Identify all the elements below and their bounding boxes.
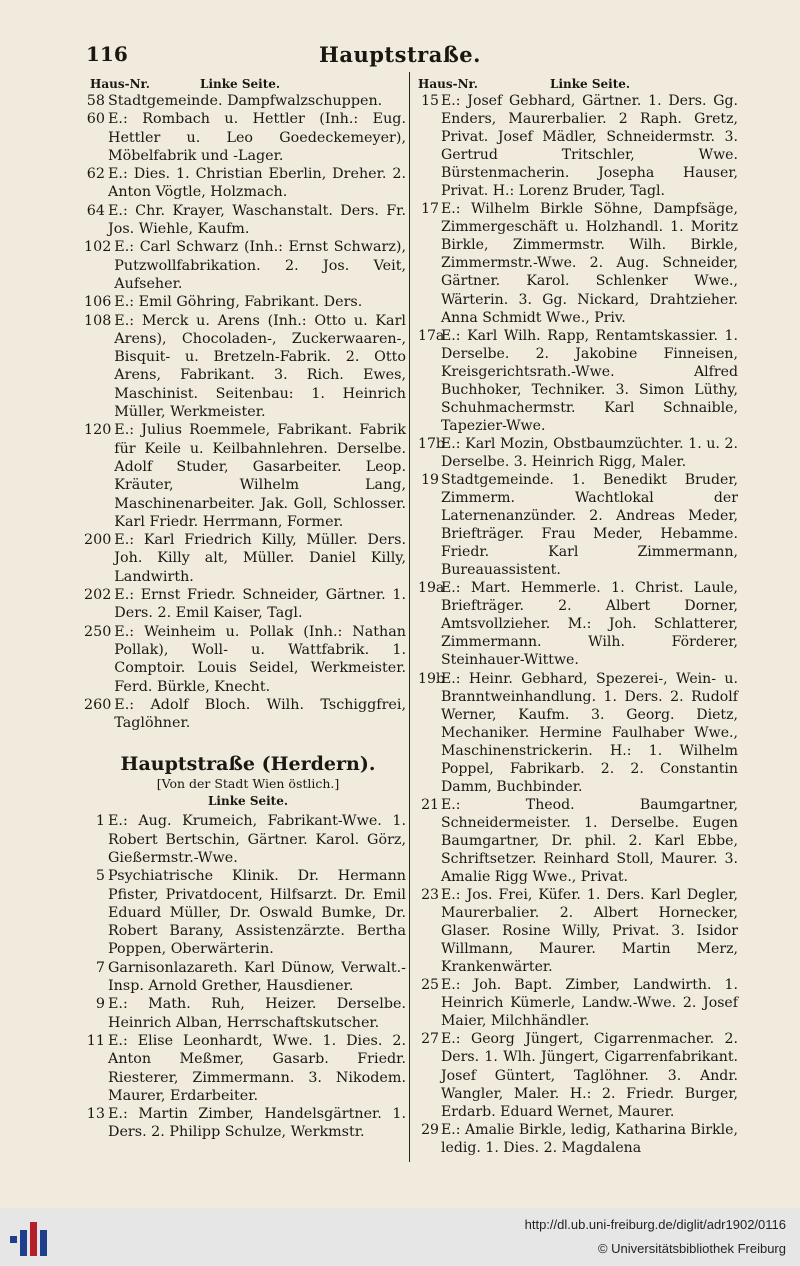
address-entry: [84, 293, 406, 311]
entry-list: [84, 92, 406, 732]
house-number: 19b: [418, 670, 445, 687]
entry-text: E.: Wilhelm Birkle Söhne, Dampfsäge, Zimmergeschäft u. Holzhandl. 1. Moritz Birkle, Zimmermstr. Wilh. Birkle, Zimmermstr.-Wwe. 2. Aug. Schneider, Gärtner. Karol. Schlenker Wwe., Wärterin. 3. Gg. Nickard, Drahtzieher. Anna Schmidt Wwe., Priv.: [441, 201, 738, 326]
address-entry: [84, 238, 406, 293]
house-number: 17b: [418, 435, 445, 452]
house-number: 7: [95, 959, 105, 976]
entry-text: E.: Joh. Bapt. Zimber, Landwirth. 1. Heinrich Kümerle, Landw.-Wwe. 2. Josef Maier, Milchhändler.: [441, 977, 738, 1030]
page-title: Hauptstraße.: [319, 42, 481, 67]
address-entry: [418, 200, 738, 326]
house-number: 29: [421, 1121, 439, 1138]
entry-text: E.: Jos. Frei, Küfer. 1. Ders. Karl Degler, Maurerbalier. 2. Albert Hornecker, Glaser. Rosine Willy, Privat. 3. Isidor Willmann, Maurer. Martin Merz, Krankenwärter.: [441, 887, 738, 976]
address-entry: [86, 202, 406, 239]
page-header: [0, 42, 800, 72]
house-number: 60: [86, 111, 105, 128]
entry-text: E.: Chr. Krayer, Waschanstalt. Ders. Fr. Jos. Wiehle, Kaufm.: [108, 202, 406, 238]
house-number: 19: [421, 471, 439, 488]
entry-text: E.: Carl Schwarz (Inh.: Ernst Schwarz), Putzwollfabrikation. 2. Jos. Veit, Aufseher.: [114, 239, 406, 292]
side-label: Linke Seite.: [200, 77, 281, 91]
university-logo-icon: [10, 1222, 50, 1256]
address-entry: [84, 312, 406, 422]
entry-list: [418, 92, 738, 1157]
house-number: 102: [84, 239, 112, 256]
address-entry: [84, 623, 406, 696]
entry-text: E.: Emil Göhring, Fabrikant. Ders.: [114, 294, 363, 311]
address-entry: [418, 1121, 738, 1157]
address-entry: [418, 327, 738, 435]
house-number: 64: [86, 202, 105, 219]
right-column: [418, 72, 738, 1157]
address-entry: [84, 421, 406, 531]
house-number: 120: [84, 422, 112, 439]
house-number: 58: [86, 93, 105, 109]
entry-text: Stadtgemeinde. Dampfwalzschuppen.: [108, 93, 383, 109]
house-number: 21: [421, 796, 439, 813]
entry-text: E.: Merck u. Arens (Inh.: Otto u. Karl Arens), Chocoladen-, Zuckerwaaren-, Bisquit- u. Bretzeln-Fabrik. 2. Otto Arens, Fabrikant. 3. Rich. Ewes, Maschinist. Seitenbau: 1. Heinrich Müller, Werkmeister.: [114, 312, 406, 421]
address-entry: [84, 696, 406, 733]
entry-text: Psychiatrische Klinik. Dr. Hermann Pfister, Privatdocent, Hilfsarzt. Dr. Emil Eduard Müller, Dr. Oswald Bumke, Dr. Robert Barany, Assistenzärzte. Bertha Poppen, Oberwärterin.: [108, 868, 406, 958]
house-number: 17: [421, 201, 439, 218]
viewer-footer: [0, 1208, 800, 1266]
section-heading: [90, 752, 406, 810]
address-entry: [86, 92, 406, 110]
address-entry: [86, 1105, 406, 1142]
house-number: 202: [84, 587, 112, 604]
address-entry: [84, 531, 406, 586]
entry-text: E.: Elise Leonhardt, Wwe. 1. Dies. 2. Anton Meßmer, Gasarb. Friedr. Riesterer, Zimmermann. 3. Nikodem. Maurer, Erdarbeiter.: [108, 1032, 406, 1104]
house-number: 27: [421, 1031, 439, 1048]
entry-text: E.: Josef Gebhard, Gärtner. 1. Ders. Gg. Enders, Maurerbalier. 2 Raph. Gretz, Privat. Josef Mädler, Schneidermstr. 3. Gertrud Tritschler, Wwe. Bürstenmacherin. Josepha Hauser, Privat. H.: Lorenz Bruder, Tagl.: [441, 93, 738, 200]
side-label: Linke Seite.: [550, 77, 631, 91]
house-number: 17a: [418, 327, 445, 344]
house-number: 106: [84, 294, 112, 311]
address-entry: [418, 579, 738, 669]
entry-text: E.: Karl Friedrich Killy, Müller. Ders. Joh. Killy alt, Müller. Daniel Killy, Landwirth.: [114, 532, 406, 585]
entry-text: E.: Weinheim u. Pollak (Inh.: Nathan Pollak), Woll- u. Wattfabrik. 1. Comptoir. Louis Seidel, Werkmeister. Ferd. Bürkle, Knecht.: [114, 623, 406, 695]
address-entry: [90, 995, 406, 1032]
page-number: 116: [86, 42, 128, 66]
house-number-label: Haus-Nr.: [90, 77, 150, 91]
address-entry: [86, 110, 406, 165]
entry-text: E.: Dies. 1. Christian Eberlin, Dreher. 2. Anton Vögtle, Holzmach.: [108, 166, 406, 201]
address-entry: [84, 586, 406, 623]
address-entry: [90, 812, 406, 867]
house-number: 62: [86, 166, 105, 183]
column-divider: [409, 72, 410, 1162]
house-number: 9: [95, 996, 105, 1013]
section-title: Hauptstraße (Herdern).: [120, 753, 376, 776]
copyright-notice: © Universitätsbibliothek Freiburg: [597, 1241, 786, 1256]
house-number: 108: [84, 312, 112, 329]
address-entry: [90, 959, 406, 996]
entry-text: E.: Aug. Krumeich, Fabrikant-Wwe. 1. Robert Bertschin, Gärtner. Karol. Görz, Gießermstr.-Wwe.: [108, 813, 406, 866]
entry-text: E.: Julius Roemmele, Fabrikant. Fabrik für Keile u. Keilbahnlehren. Derselbe. Adolf Studer, Gasarbeiter. Leop. Kräuter, Wilhelm Lang, Maschinenarbeiter. Jak. Goll, Schlosser. Karl Friedr. Herrmann, Former.: [114, 422, 406, 530]
house-number: 11: [86, 1032, 105, 1049]
entry-text: E.: Adolf Bloch. Wilh. Tschiggfrei, Taglöhner.: [114, 696, 406, 732]
entry-text: E.: Theod. Baumgartner, Schneidermeister. 1. Derselbe. Eugen Baumgartner, Dr. phil. 2. Karl Ebbe, Schriftsetzer. Reinhard Stoll, Maurer. 3. Amalie Rigg Wwe., Privat.: [441, 796, 738, 886]
address-entry: [86, 1032, 406, 1105]
entry-text: Stadtgemeinde. 1. Benedikt Bruder, Zimmerm. Wachtlokal der Laternenanzünder. 2. Andreas Meder, Briefträger. Frau Meder, Hebamme. Friedr. Karl Zimmermann, Bureauassistent.: [441, 471, 738, 579]
house-number-label: Haus-Nr.: [418, 77, 478, 91]
address-entry: [418, 92, 738, 200]
address-entry: [418, 1030, 738, 1120]
address-entry: [418, 886, 738, 976]
address-entry: [90, 867, 406, 958]
house-number: 250: [84, 623, 112, 640]
address-entry: [86, 165, 406, 202]
house-number: 260: [84, 696, 112, 713]
entry-text: E.: Martin Zimber, Handelsgärtner. 1. Ders. 2. Philipp Schulze, Werkmstr.: [108, 1106, 406, 1141]
house-number: 13: [86, 1106, 105, 1123]
entry-text: E.: Ernst Friedr. Schneider, Gärtner. 1. Ders. 2. Emil Kaiser, Tagl.: [114, 587, 406, 622]
house-number: 15: [421, 93, 439, 109]
entry-text: E.: Karl Mozin, Obstbaumzüchter. 1. u. 2. Derselbe. 3. Heinrich Rigg, Maler.: [441, 435, 738, 470]
entry-text: E.: Math. Ruh, Heizer. Derselbe. Heinrich Alban, Herrschaftskutscher.: [108, 996, 406, 1031]
entry-text: E.: Karl Wilh. Rapp, Rentamtskassier. 1. Derselbe. 2. Jakobine Finneisen, Kreisgerichtsrath.-Wwe. Alfred Buchhoker, Techniker. 3. Simon Lüthy, Schuhmachermstr. Karl Schnaible, Tapezier-Wwe.: [441, 327, 738, 434]
entry-text: E.: Rombach u. Hettler (Inh.: Eug. Hettler u. Leo Goedeckemeyer), Möbelfabrik und -Lager.: [108, 111, 406, 164]
entry-text: E.: Amalie Birkle, ledig, Katharina Birkle, ledig. 1. Dies. 2. Magdalena: [441, 1121, 738, 1156]
address-entry: [418, 796, 738, 886]
address-entry: [418, 976, 738, 1030]
entry-list: [86, 812, 406, 1141]
section-side-label: Linke Seite.: [207, 794, 289, 809]
column-header: [90, 72, 406, 92]
house-number: 1: [95, 813, 105, 830]
entry-text: E.: Georg Jüngert, Cigarrenmacher. 2. Ders. 1. Wlh. Jüngert, Cigarrenfabrikant. Josef Güntert, Taglöhner. 3. Andr. Wangler, Maler. H.: 2. Friedr. Burger, Erdarb. Eduard Wernet, Maurer.: [441, 1031, 738, 1120]
house-number: 19a: [418, 580, 445, 597]
entry-text: Garnisonlazareth. Karl Dünow, Verwalt.-Insp. Arnold Grether, Hausdiener.: [108, 959, 406, 995]
address-entry: [418, 670, 738, 796]
section-subtitle: [Von der Stadt Wien östlich.]: [156, 776, 340, 792]
entry-text: E.: Heinr. Gebhard, Spezerei-, Wein- u. Branntweinhandlung. 1. Ders. 2. Rudolf Werner, Kaufm. 3. Georg. Dietz, Mechaniker. Hermine Faulhaber Wwe., Maschinenstrickerin. H.: 1. Wilhelm Poppel, Fabrikarb. 2. 2. Constantin Damm, Buchbinder.: [441, 670, 738, 795]
address-entry: [418, 435, 738, 471]
entry-text: E.: Mart. Hemmerle. 1. Christ. Laule, Briefträger. 2. Albert Dorner, Amtsvollzieher. M.: Joh. Schlatterer, Zimmermann. Wilh. Förderer, Steinhauer-Wittwe.: [441, 580, 738, 669]
house-number: 5: [95, 868, 105, 885]
house-number: 25: [421, 977, 439, 994]
column-header: [418, 72, 738, 92]
left-column: [84, 72, 406, 1142]
address-entry: [418, 471, 738, 579]
house-number: 200: [84, 532, 112, 549]
house-number: 23: [421, 887, 439, 904]
page-permalink[interactable]: http://dl.ub.uni-freiburg.de/diglit/adr1902/0116: [524, 1217, 786, 1232]
